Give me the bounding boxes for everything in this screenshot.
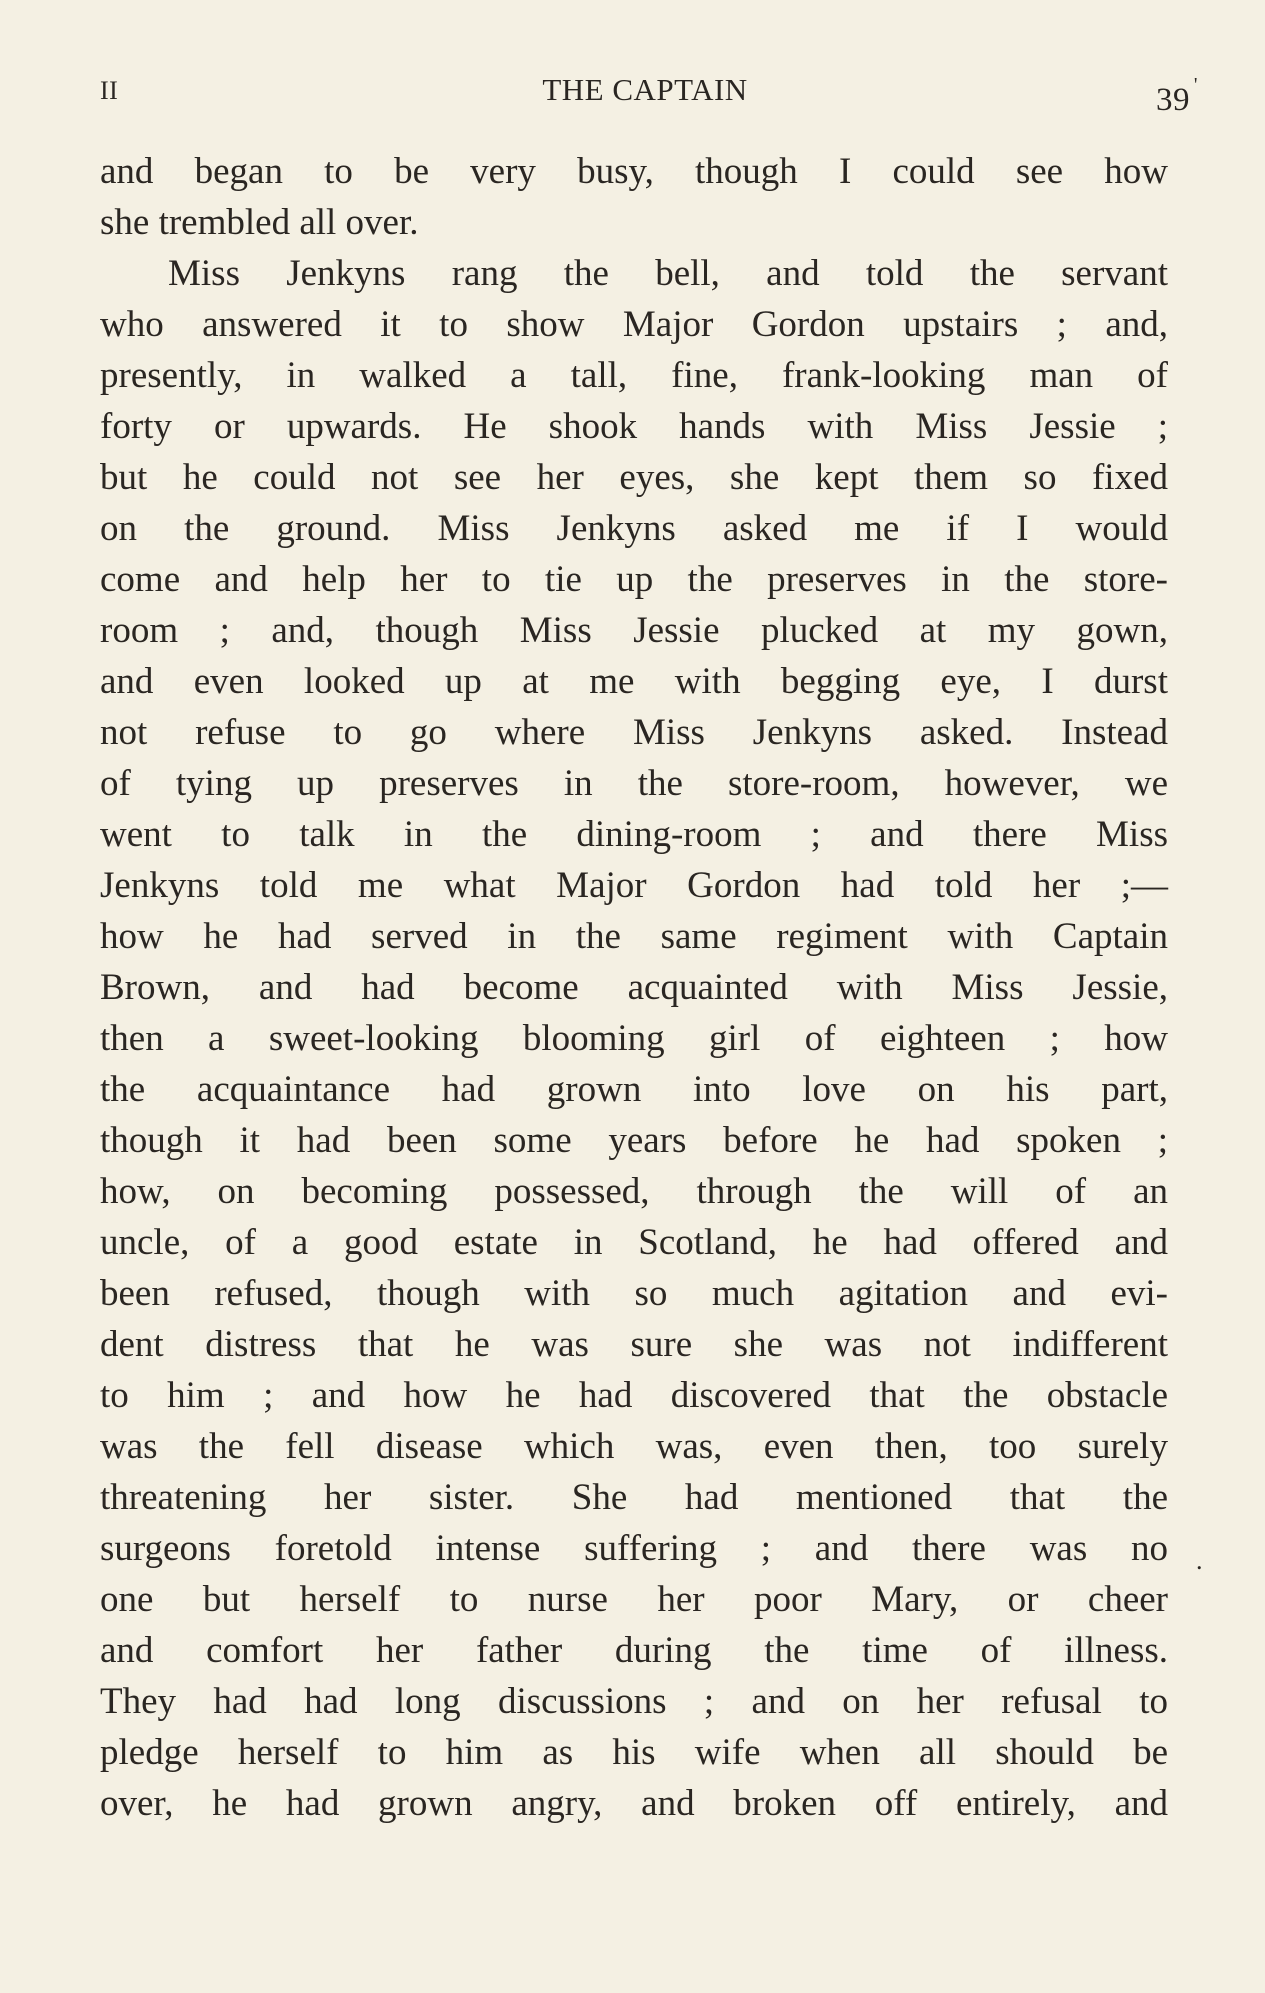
- text-line: one but herself to nurse her poor Mary, or cheer: [100, 1579, 1168, 1620]
- text-line: Miss Jenkyns rang the bell, and told the servant: [168, 253, 1168, 294]
- text-line: how he had served in the same regiment with Captain: [100, 916, 1168, 957]
- text-line: who answered it to show Major Gordon upstairs ; and,: [100, 304, 1168, 345]
- body-text: [100, 146, 1168, 1829]
- text-line: come and help her to tie up the preserves in the store-: [100, 559, 1168, 600]
- running-title: THE CAPTAIN: [542, 72, 748, 107]
- text-line: threatening her sister. She had mentioned that the: [100, 1477, 1168, 1518]
- page-number: 39: [1156, 82, 1190, 118]
- text-line: but he could not see her eyes, she kept them so fixed: [100, 457, 1168, 498]
- text-line: how, on becoming possessed, through the will of an: [100, 1171, 1168, 1212]
- text-line: and began to be very busy, though I could see how: [100, 151, 1168, 192]
- text-line: They had had long discussions ; and on her refusal to: [100, 1681, 1168, 1722]
- text-line: then a sweet-looking blooming girl of eighteen ; how: [100, 1018, 1168, 1059]
- text-line: forty or upwards. He shook hands with Miss Jessie ;: [100, 406, 1168, 447]
- chapter-number: II: [100, 76, 119, 105]
- text-line: and comfort her father during the time of illness.: [100, 1630, 1168, 1671]
- text-line: and even looked up at me with begging eye, I durst: [100, 661, 1168, 702]
- text-line: she trembled all over.: [100, 202, 419, 243]
- text-line: was the fell disease which was, even then, too surely: [100, 1426, 1168, 1467]
- text-line: over, he had grown angry, and broken off entirely, and: [100, 1783, 1168, 1824]
- text-line: been refused, though with so much agitation and evi-: [100, 1273, 1168, 1314]
- text-line: of tying up preserves in the store-room, however, we: [100, 763, 1168, 804]
- margin-mark: .: [1196, 1546, 1203, 1575]
- text-line: room ; and, though Miss Jessie plucked at my gown,: [100, 610, 1168, 651]
- text-line: though it had been some years before he had spoken ;: [100, 1120, 1168, 1161]
- margin-tick: ': [1193, 74, 1198, 96]
- text-line: not refuse to go where Miss Jenkyns asked. Instead: [100, 712, 1168, 753]
- text-line: the acquaintance had grown into love on his part,: [100, 1069, 1168, 1110]
- text-line: pledge herself to him as his wife when all should be: [100, 1732, 1168, 1773]
- text-line: Brown, and had become acquainted with Miss Jessie,: [100, 967, 1168, 1008]
- text-line: presently, in walked a tall, fine, frank-looking man of: [100, 355, 1168, 396]
- text-line: on the ground. Miss Jenkyns asked me if I would: [100, 508, 1168, 549]
- text-line: Jenkyns told me what Major Gordon had told her ;—: [100, 865, 1168, 906]
- text-line: dent distress that he was sure she was not indifferent: [100, 1324, 1168, 1365]
- text-line: to him ; and how he had discovered that the obstacle: [100, 1375, 1168, 1416]
- text-line: uncle, of a good estate in Scotland, he had offered and: [100, 1222, 1168, 1263]
- running-head: [100, 68, 1198, 118]
- text-line: went to talk in the dining-room ; and there Miss: [100, 814, 1168, 855]
- text-line: surgeons foretold intense suffering ; and there was no: [100, 1528, 1168, 1569]
